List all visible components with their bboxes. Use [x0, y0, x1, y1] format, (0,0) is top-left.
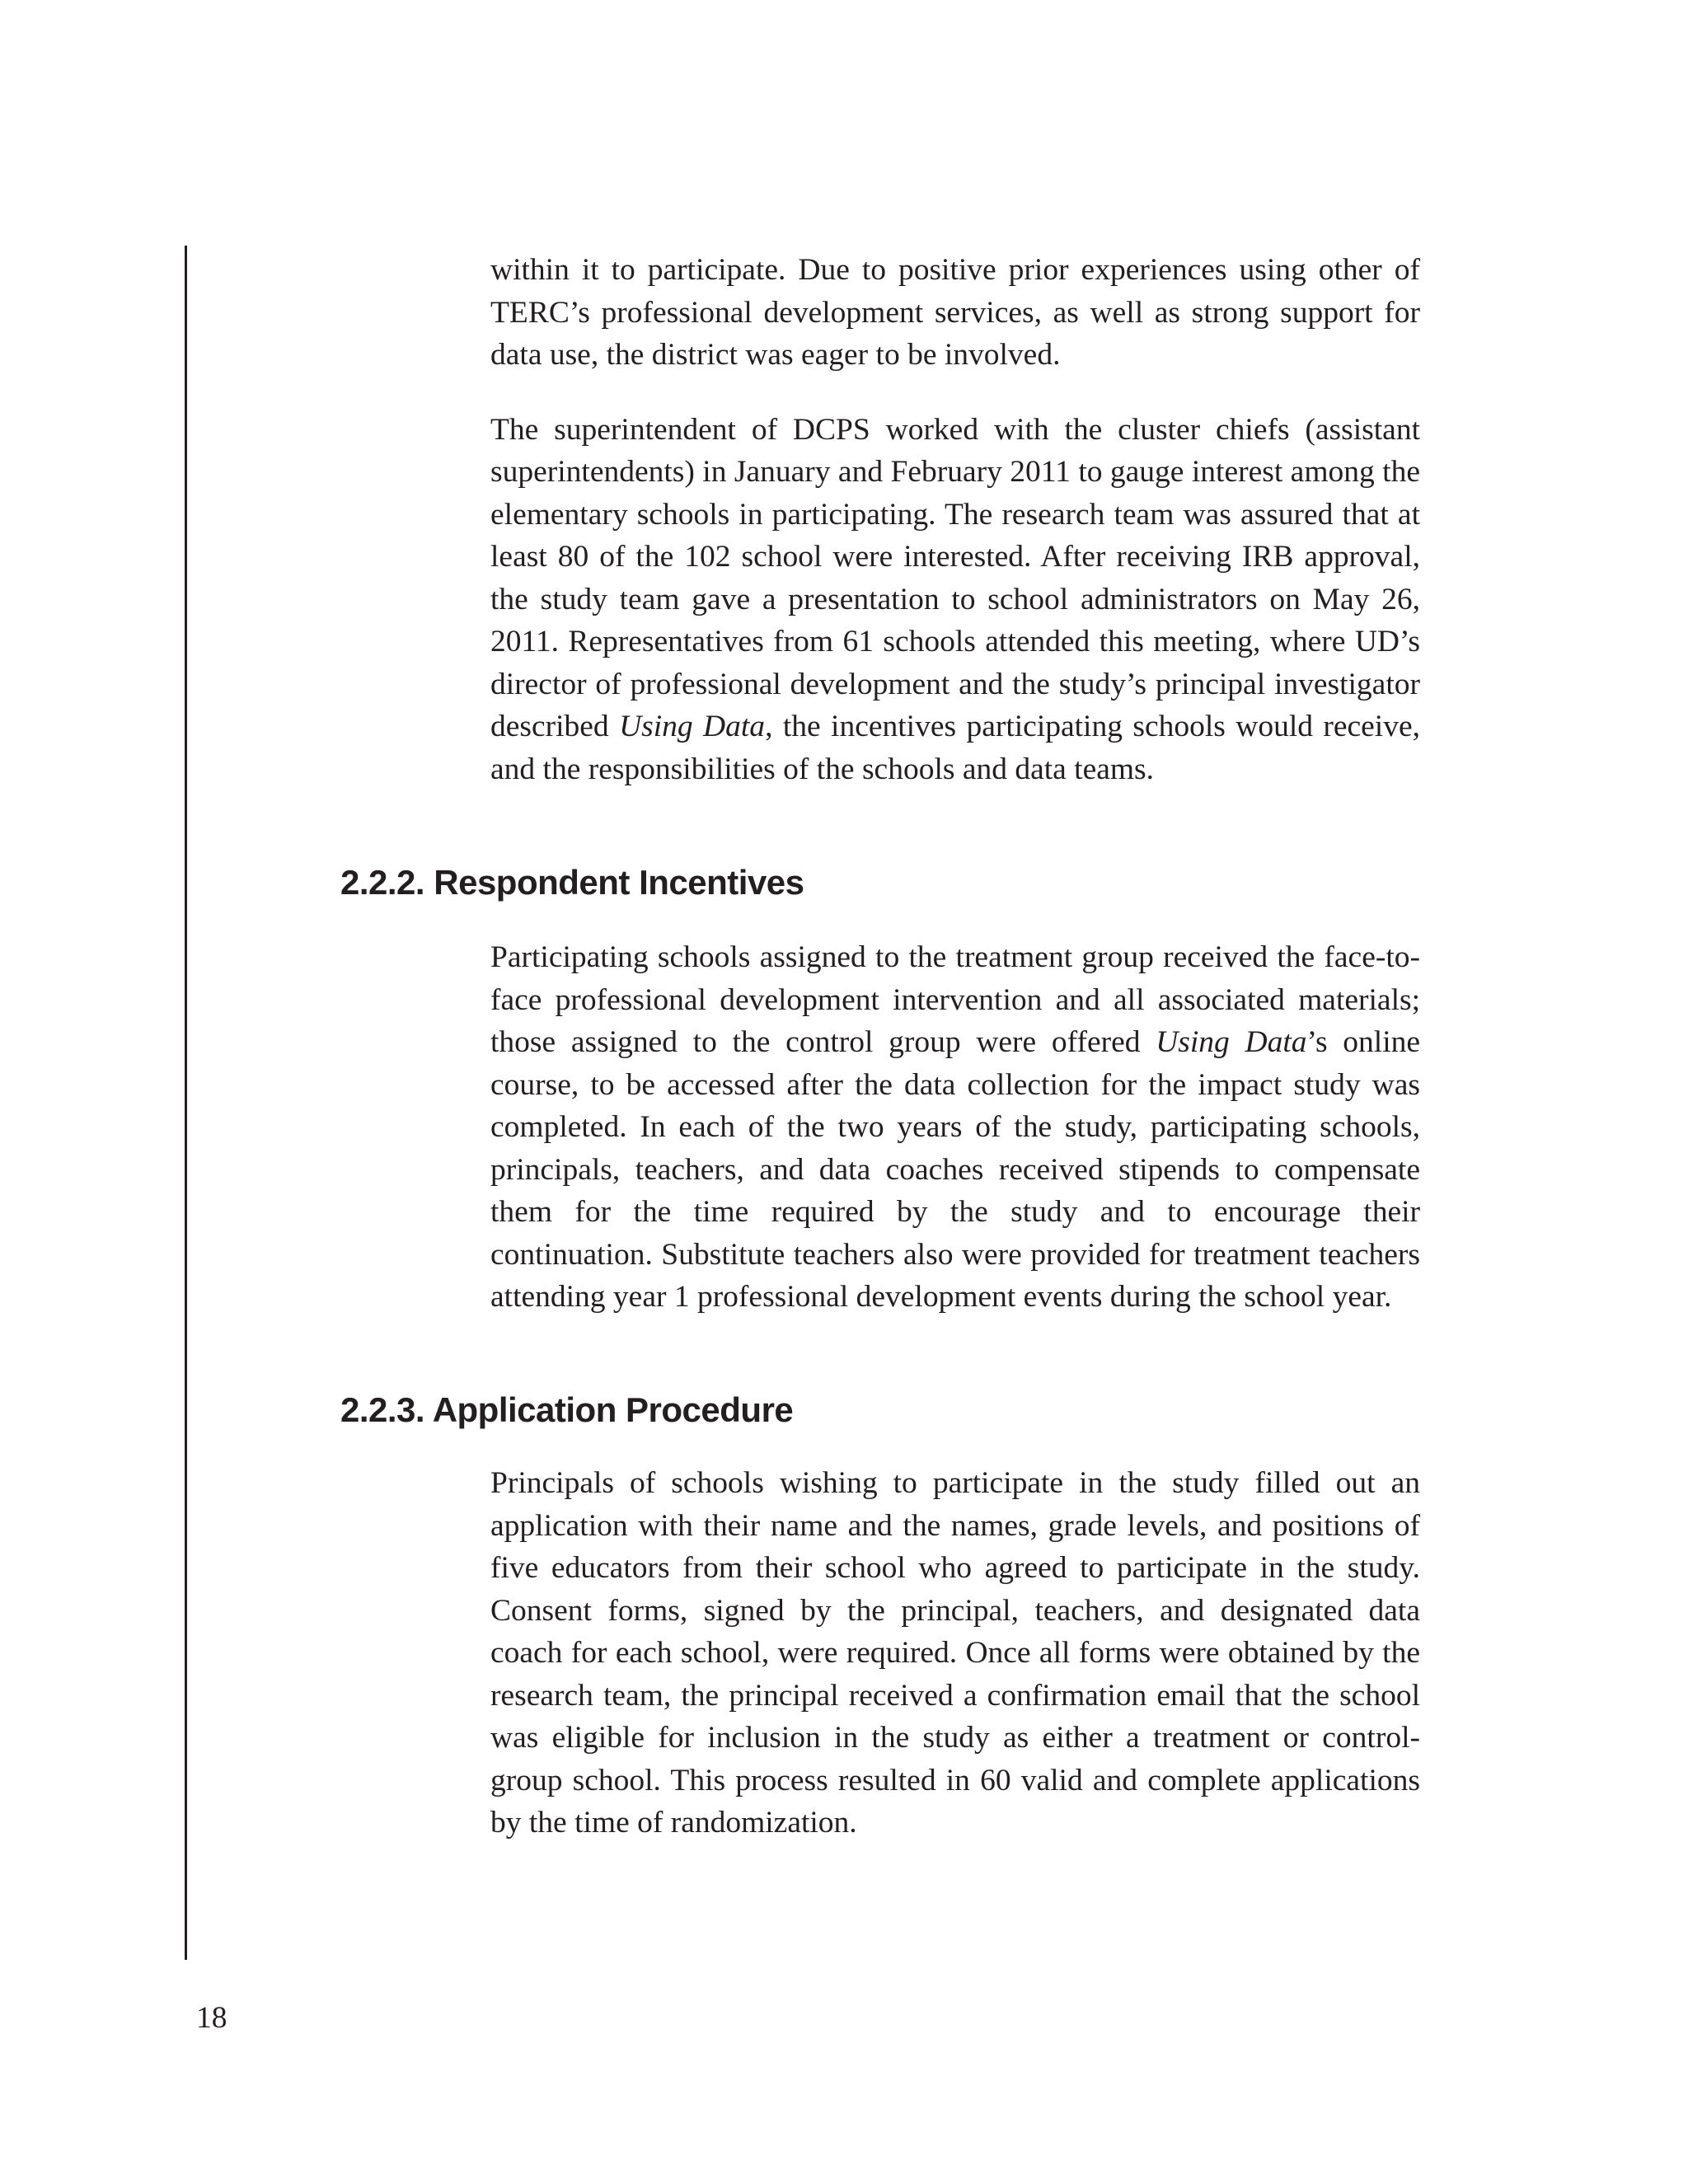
heading-respondent-incentives: 2.2.2. Respondent Incentives [340, 863, 804, 902]
respondent-incentives-italic: Using Data [1156, 1025, 1307, 1059]
intro-paragraph-1: within it to participate. Due to positive prior experiences using other of TERC’s professional development services, as well as strong support for data use, the district was eager to be involved. [490, 253, 1420, 372]
respondent-incentives-paragraph [490, 936, 1420, 1319]
respondent-incentives-text-b: ’s online course, to be accessed after the data collection for the impact study was completed. In each of the two years of the study, participating schools, principals, teachers, and data coaches received stipends to compensate them for the time required by the study and to encourage their continuation. Substitute teachers also were provided for treatment teachers attending year 1 professional development events during the school year. [490, 1025, 1421, 1314]
intro-paragraph-2 [490, 409, 1420, 791]
intro-paragraph-2-text-b: , the incentives participating schools would receive, and the responsibilities of the schools and data teams. [490, 710, 1420, 786]
respondent-incentives-text-a: Participating schools assigned to the treatment group received the face-to-face professional development intervention and all associated materials; those assigned to the control group were offered [490, 940, 1420, 1059]
intro-section [490, 249, 1420, 790]
heading-application-procedure: 2.2.3. Application Procedure [340, 1390, 794, 1429]
margin-rule [185, 246, 187, 1960]
intro-paragraph-2-italic: Using Data [619, 710, 766, 743]
page-number: 18 [196, 2001, 227, 2035]
application-procedure-section [490, 1462, 1420, 1844]
intro-paragraph-2-text-a: The superintendent of DCPS worked with the cluster chiefs (assistant superintendents) in January and February 2011 to gauge interest among the elementary schools in participating. The research team was assured that at least 80 of the 102 school were interested. After receiving IRB approval, the study team gave a presentation to school administrators on May 26, 2011. Representatives from 61 schools attended this meeting, where UD’s director of professional development and the study’s principal investigator described [490, 412, 1420, 743]
respondent-incentives-section [490, 936, 1420, 1319]
application-procedure-paragraph: Principals of schools wishing to participate in the study filled out an application with their name and the names, grade levels, and positions of five educators from their school who agreed to participate in the study. Consent forms, signed by the principal, teachers, and designated data coach for each school, were required. Once all forms were obtained by the research team, the principal received a confirmation email that the school was eligible for inclusion in the study as either a treatment or control-group school. This process resulted in 60 valid and complete applications by the time of randomization. [490, 1466, 1420, 1840]
